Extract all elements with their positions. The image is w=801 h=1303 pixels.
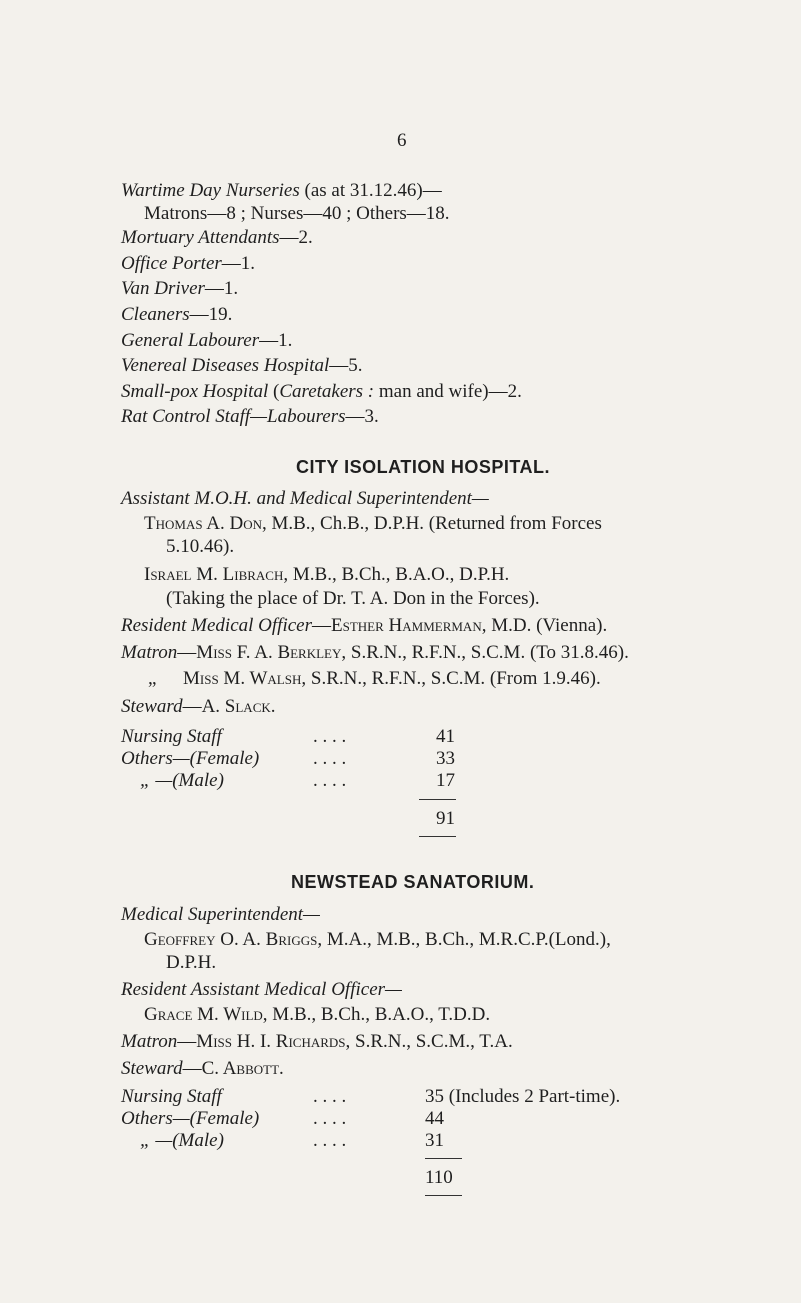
misc-value: —2. [279,227,313,248]
matron2-quals: S.R.N., R.F.N., S.C.M. (From 1.9.46). [306,668,601,689]
steward-title: Steward [121,696,183,717]
don-date: 5.10.46). [166,536,235,557]
ditto-mark: „ [148,668,157,689]
ms-name: Geoffrey O. A. Briggs, [144,929,323,950]
newstead-steward [121,1058,284,1080]
ms-quals-2: D.P.H. [166,952,217,973]
staff-row-value: 33 [436,748,455,769]
nurseries-staff: Matrons—8 ; Nurses—40 ; Others—18. [144,203,450,224]
isolation-matron-2 [148,668,156,690]
staff-total: 110 [425,1167,453,1188]
misc-role: Mortuary Attendants [121,227,280,248]
staff-row-value: 35 [425,1086,444,1107]
total-rule [425,1195,462,1196]
steward-title: Steward [121,1058,183,1079]
newstead-heading: NEWSTEAD SANATORIUM. [291,872,535,892]
staff-row-dots: . . . . [313,748,347,769]
matron2-name: Miss M. Walsh, [183,668,307,689]
misc-role: Cleaners [121,304,190,325]
nurseries-title: Wartime Day Nurseries [121,180,300,201]
staff-row-label: Nursing Staff [121,726,222,747]
misc-value: —5. [329,355,363,376]
total-rule [419,799,456,800]
don-name: Thomas A. Don, [144,513,267,534]
rama-quals: M.B., B.Ch., B.A.O., T.D.D. [267,1004,491,1025]
smallpox-line [121,381,522,403]
newstead-matron [121,1031,513,1053]
staff-row-dots: . . . . [313,770,347,791]
misc-item [121,253,255,275]
nurseries-line [121,180,442,202]
misc-value: —1. [221,253,256,274]
misc-item [121,227,313,249]
isolation-steward [121,696,276,718]
staff-row-dots: . . . . [313,1086,347,1107]
steward-name: C. Abbott. [201,1058,284,1079]
newstead-rama-title: Resident Assistant Medical Officer— [121,979,402,1000]
isolation-heading: CITY ISOLATION HOSPITAL. [296,457,551,477]
matron-name: Miss H. I. Richards, [196,1031,351,1052]
nurseries-date: (as at 31.12.46)— [299,180,442,201]
staff-row-value: 31 [425,1130,444,1151]
isolation-rmo [121,615,607,637]
isolation-matron-2-text [183,668,601,690]
newstead-ms-title: Medical Superintendent— [121,904,320,925]
staff-row-label: Others—(Female) [121,748,260,769]
rmo-quals: M.D. (Vienna). [486,615,608,636]
matron-title: Matron [121,642,178,663]
smallpox-role: Small-pox Hospital [121,381,269,402]
staff-row-entry [425,1086,620,1108]
misc-value: —1. [259,330,293,351]
rmo-name: Esther Hammerman, [331,615,487,636]
staff-row-value: 41 [436,726,455,747]
matron-dash: — [177,1031,197,1052]
misc-role: Office Porter [121,253,222,274]
steward-dash: — [182,1058,202,1079]
misc-item [121,355,363,377]
isolation-moh-title: Assistant M.O.H. and Medical Superintendent— [121,488,489,509]
smallpox-rest: man and wife)—2. [374,381,522,402]
isolation-don [144,513,602,535]
staff-row-label: „ —(Male) [140,1130,224,1151]
staff-row-entry [425,1130,444,1152]
misc-value: —19. [189,304,233,325]
rat-control-role: Rat Control Staff—Labourers [121,406,346,427]
don-quals: M.B., Ch.B., D.P.H. (Returned from Forces [266,513,602,534]
staff-row-value: 17 [436,770,455,791]
rama-name: Grace M. Wild, [144,1004,268,1025]
newstead-ms [144,929,611,951]
misc-role: Van Driver [121,278,205,299]
page-number: 6 [397,130,407,151]
newstead-rama [144,1004,490,1026]
librach-note: (Taking the place of Dr. T. A. Don in the Forces). [166,588,540,609]
staff-row-dots: . . . . [313,1130,347,1151]
librach-quals: M.B., B.Ch., B.A.O., D.P.H. [288,564,510,585]
matron1-quals: S.R.N., R.F.N., S.C.M. (To 31.8.46). [346,642,629,663]
matron-title: Matron [121,1031,178,1052]
misc-item [121,278,238,300]
misc-role: General Labourer [121,330,260,351]
matron-dash: — [177,642,197,663]
ms-quals: M.A., M.B., B.Ch., M.R.C.P.(Lond.), [322,929,611,950]
misc-value: —1. [204,278,239,299]
steward-name: A. Slack. [201,696,276,717]
smallpox-note: Caretakers : [279,381,375,402]
matron1-name: Miss F. A. Berkley, [196,642,347,663]
rat-control-line [121,406,379,428]
total-rule [425,1158,462,1159]
staff-row-label: „ —(Male) [140,770,224,791]
rmo-title: Resident Medical Officer [121,615,312,636]
misc-item [121,304,232,326]
staff-row-entry [425,1108,444,1130]
total-rule [419,836,456,837]
staff-total: 91 [436,808,455,829]
rmo-dash: — [312,615,331,636]
staff-row-dots: . . . . [313,726,347,747]
staff-row-dots: . . . . [313,1108,347,1129]
staff-row-label: Others—(Female) [121,1108,260,1129]
misc-role: Venereal Diseases Hospital [121,355,330,376]
isolation-librach [144,564,509,586]
rat-control-value: —3. [345,406,379,427]
smallpox-open: ( [268,381,280,402]
matron-quals: S.R.N., S.C.M., T.A. [350,1031,513,1052]
staff-row-note: (Includes 2 Part-time). [444,1086,621,1107]
staff-row-value: 44 [425,1108,444,1129]
steward-dash: — [182,696,202,717]
staff-row-label: Nursing Staff [121,1086,222,1107]
isolation-matron-1 [121,642,629,664]
misc-item [121,330,292,352]
librach-name: Israel M. Librach, [144,564,289,585]
